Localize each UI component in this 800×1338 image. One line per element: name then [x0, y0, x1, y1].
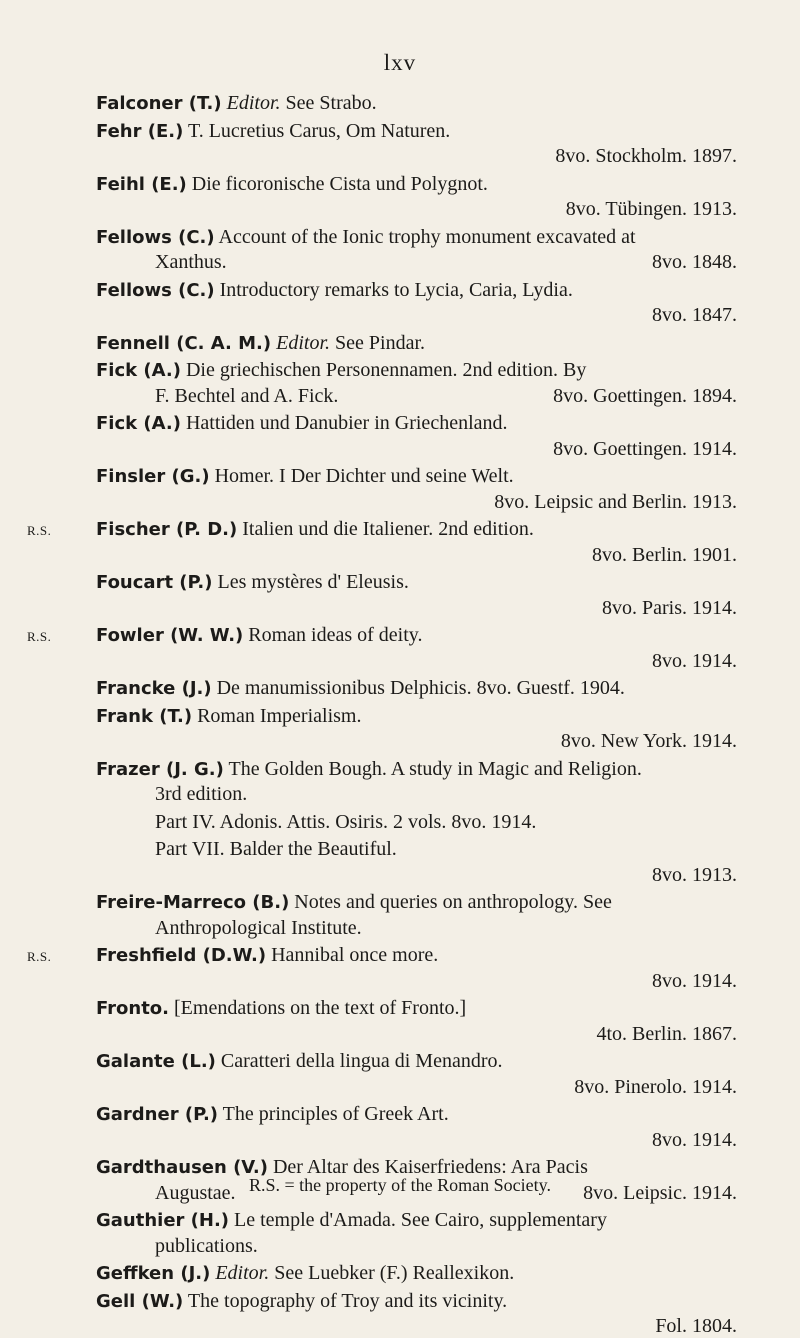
entry-publication: 8vo. Pinerolo. 1914. [574, 1075, 737, 1098]
entry-first-line [96, 1290, 507, 1313]
entry-title: See Luebker (F.) Reallexikon. [274, 1262, 515, 1284]
entry-author: Fellows (C.) [96, 279, 215, 301]
entry-role: Editor. [226, 92, 281, 114]
entry-first-line [96, 944, 438, 967]
entry-title: Die griechischen Personennamen. 2nd edition. By [185, 359, 587, 381]
entry-first-line [155, 838, 397, 860]
entry-continuation: Augustae. [155, 1181, 236, 1204]
entry-title: [Emendations on the text of Fronto.] [174, 997, 467, 1019]
entry-author: Francke (J.) [96, 678, 212, 699]
entry-title: Roman ideas of deity. [248, 624, 423, 646]
entry-author: Fick (A.) [96, 360, 181, 381]
entry-first-line [96, 677, 625, 700]
entry-continuation: Anthropological Institute. [155, 916, 362, 939]
entry-publication: 8vo. Leipsic and Berlin. 1913. [494, 490, 737, 513]
entry-first-line [96, 120, 450, 143]
entry-first-line [96, 1103, 449, 1126]
entry-publication: 8vo. Leipsic. 1914. [583, 1181, 737, 1204]
entry-publication: 8vo. Tübingen. 1913. [565, 198, 737, 220]
entry-publication: 8vo. 1848. [652, 251, 737, 273]
entry-first-line [96, 359, 586, 382]
entry-continuation: F. Bechtel and A. Fick. [155, 384, 339, 407]
entry-title: Hannibal once more. [271, 944, 439, 966]
entry-author: Fischer (P. D.) [96, 519, 238, 540]
rs-marker: R.S. [27, 949, 52, 964]
footnote: R.S. = the property of the Roman Society. [249, 1175, 551, 1195]
entry-first-line [155, 811, 536, 833]
entry-publication: 4to. Berlin. 1867. [596, 1022, 737, 1045]
entry-author: Geffken (J.) [96, 1263, 211, 1284]
entry-title: See Strabo. [285, 92, 377, 114]
entry-publication: 8vo. Goettingen. 1914. [553, 437, 737, 460]
entry-publication: Fol. 1804. [655, 1315, 737, 1337]
entry-publication: 8vo. Paris. 1914. [602, 596, 737, 619]
entry-first-line [96, 758, 642, 781]
entry-title: The principles of Greek Art. [222, 1103, 449, 1125]
entry-author: Fronto. [96, 998, 170, 1019]
entry-author: Gell (W.) [96, 1290, 184, 1312]
entry-publication: 8vo. Goettingen. 1894. [553, 384, 737, 407]
entry-publication: 8vo. 1913. [652, 863, 737, 886]
entry-first-line [96, 705, 361, 728]
entry-role: Editor. [215, 1262, 270, 1284]
entry-title: Homer. I Der Dichter und seine Welt. [214, 465, 514, 487]
entry-publication: 8vo. Berlin. 1901. [592, 543, 737, 566]
entry-publication: 8vo. 1847. [652, 304, 737, 326]
entry-first-line [96, 92, 377, 115]
entry-first-line [96, 1209, 607, 1232]
entry-continuation: Xanthus. [155, 251, 227, 273]
entry-author: Frank (T.) [96, 705, 193, 727]
entry-author: Feihl (E.) [96, 173, 187, 195]
entry-title: Le temple d'Amada. See Cairo, supplementary [234, 1209, 607, 1231]
entry-title: Account of the Ionic trophy monument excavated at [218, 225, 636, 248]
entry-author: Fellows (C.) [96, 226, 215, 248]
entry-title: See Pindar. [335, 331, 426, 354]
entry-title: Les mystères d' Eleusis. [217, 571, 409, 593]
entry-continuation: 3rd edition. [155, 783, 248, 805]
entry-title: Notes and queries on anthropology. See [294, 891, 612, 913]
rs-marker: R.S. [27, 523, 52, 538]
entry-publication: 8vo. Stockholm. 1897. [555, 145, 737, 167]
entry-title: Der Altar des Kaiserfriedens: Ara Pacis [272, 1156, 588, 1178]
entry-publication: 8vo. 1914. [652, 1128, 737, 1151]
entry-first-line [96, 571, 409, 594]
entry-author: Gardner (P.) [96, 1104, 219, 1125]
entry-first-line [96, 997, 466, 1020]
entry-first-line [96, 624, 422, 647]
entry-title: The Golden Bough. A study in Magic and Religion. [228, 757, 642, 780]
entry-first-line [96, 891, 612, 914]
entry-author: Freire-Marreco (B.) [96, 892, 290, 913]
entry-author: Gauthier (H.) [96, 1210, 230, 1231]
entry-title: De manumissionibus Delphicis. 8vo. Guestf. 1904. [216, 677, 625, 699]
entry-title: Italien und die Italiener. 2nd edition. [242, 518, 534, 540]
entry-author: Finsler (G.) [96, 466, 210, 487]
entry-first-line [96, 279, 573, 302]
entry-first-line [96, 1050, 502, 1073]
entry-publication: 8vo. 1914. [652, 649, 737, 672]
entry-first-line [96, 1262, 514, 1285]
entry-title: Part VII. Balder the Beautiful. [155, 838, 397, 860]
entry-author: Galante (L.) [96, 1051, 216, 1072]
entry-author: Frazer (J. G.) [96, 758, 224, 780]
entry-title: T. Lucretius Carus, Om Naturen. [187, 119, 451, 142]
entry-first-line [96, 226, 636, 249]
entry-publication: 8vo. New York. 1914. [560, 730, 737, 752]
entry-title: Introductory remarks to Lycia, Caria, Lydia. [219, 278, 573, 301]
entry-title: Part IV. Adonis. Attis. Osiris. 2 vols. 8vo. 1914. [155, 810, 537, 833]
entry-title: Die ficoronische Cista und Polygnot. [191, 172, 488, 195]
entry-author: Gardthausen (V.) [96, 1157, 268, 1178]
page-number: lxv [383, 50, 417, 75]
entry-publication: 8vo. 1914. [652, 969, 737, 992]
entry-title: Hattiden und Danubier in Griechenland. [185, 412, 508, 434]
entry-first-line [96, 173, 488, 196]
entry-author: Foucart (P.) [96, 572, 213, 593]
entry-author: Fowler (W. W.) [96, 625, 244, 646]
entry-author: Fehr (E.) [96, 120, 184, 142]
entry-first-line [96, 465, 514, 488]
rs-marker: R.S. [27, 629, 52, 644]
entry-title: Caratteri della lingua di Menandro. [220, 1050, 503, 1072]
entry-first-line [96, 412, 508, 435]
entry-author: Fick (A.) [96, 413, 181, 434]
entry-first-line [96, 332, 425, 355]
entry-author: Freshfield (D.W.) [96, 945, 267, 966]
entry-author: Falconer (T.) [96, 93, 222, 114]
entry-title: The topography of Troy and its vicinity. [187, 1289, 508, 1312]
entry-role: Editor. [276, 331, 331, 354]
entry-author: Fennell (C. A. M.) [96, 332, 272, 354]
entry-continuation: publications. [155, 1234, 258, 1257]
entry-first-line [96, 518, 534, 541]
entry-title: Roman Imperialism. [197, 704, 362, 727]
